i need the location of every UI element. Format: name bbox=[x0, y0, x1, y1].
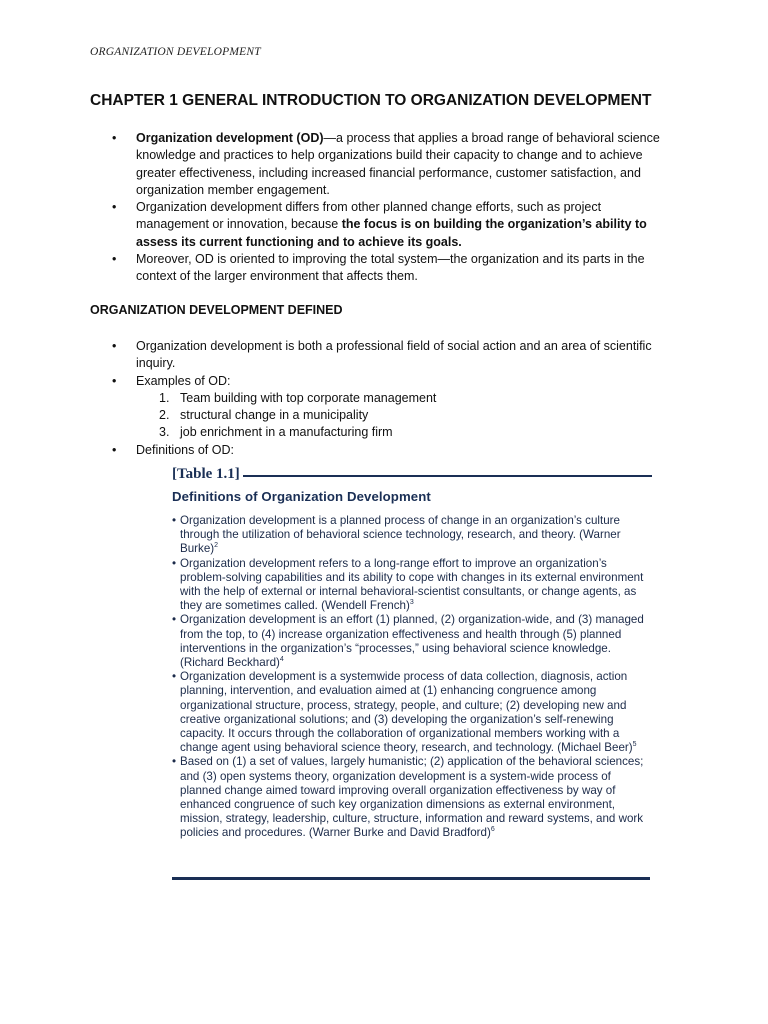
example-item: 1. Team building with top corporate management bbox=[159, 390, 437, 405]
list-item bbox=[0, 130, 768, 199]
od-definition: —a process that applies a broad range of behavioral science knowledge and practices to help organizations build their capacity to change and to achieve greater effectiveness, including increased financial performance, customer satisfaction, and organization member engagement. bbox=[136, 131, 660, 197]
table-label: [Table 1.1] bbox=[172, 466, 240, 482]
list-item bbox=[0, 338, 768, 373]
examples-label: Examples of OD: bbox=[136, 373, 231, 388]
example-item: 3. job enrichment in a manufacturing firm bbox=[159, 425, 393, 440]
intro-bullet-list bbox=[0, 130, 768, 286]
definitions-label: Definitions of OD: bbox=[136, 442, 234, 457]
example-item: 2. structural change in a municipality bbox=[159, 408, 369, 423]
defined-bullet-list bbox=[0, 338, 768, 459]
bullet-marker: • bbox=[112, 339, 117, 353]
bullet-marker: • bbox=[112, 373, 117, 388]
footnote-ref: 5 bbox=[632, 741, 637, 749]
running-header: ORGANIZATION DEVELOPMENT bbox=[90, 46, 261, 58]
definition-item: • Organization development is a planned process of change in an organization’s culture through the utilization of behavioral science technology, research, and theory. (Warner Burke)$^2$ bbox=[172, 514, 621, 556]
list-item bbox=[0, 251, 768, 286]
focus-emphasis: the focus is on building the organization’s ability to assess its current functioning and to achieve its goals. bbox=[136, 217, 647, 249]
total-system-text: Moreover, OD is oriented to improving the total system—the organization and its parts in the context of the larger environment that affects them. bbox=[136, 252, 645, 284]
definitions-list bbox=[172, 514, 652, 841]
field-text: Organization development is both a professional field of social action and an area of scientific inquiry. bbox=[136, 339, 652, 371]
definition-item: • Organization development refers to a long-range effort to improve an organization’s problem-solving capabilities and its ability to cope with changes in its external environment with the help of external or internal behavioral-scientist consultants, or change agents, as they are sometimes called. (Wendell French)$^3$ bbox=[172, 556, 644, 613]
examples-list bbox=[159, 390, 668, 442]
bullet-marker: • bbox=[112, 252, 117, 267]
list-item bbox=[0, 199, 768, 251]
definition-item: • Based on (1) a set of values, largely humanistic; (2) application of the behavioral sciences; and (3) open systems theory, organization development is a system-wide process of planned change aimed toward improving overall organization effectiveness by way of enhanced congruence of such key organization dimensions as external environment, mission, strategy, leadership, culture, structure, information and reward systems, and work policies and procedures. (Warner Burke and David Bradford)$^6$ bbox=[172, 755, 644, 840]
list-item bbox=[0, 373, 768, 442]
footnote-ref: 4 bbox=[279, 656, 284, 664]
table-1-1-figure bbox=[172, 466, 652, 841]
bullet-marker: • bbox=[112, 131, 117, 145]
section-heading: ORGANIZATION DEVELOPMENT DEFINED bbox=[90, 303, 343, 317]
differs-text: Organization development differs from other planned change efforts, such as project management or innovation, because bbox=[136, 200, 602, 232]
chapter-title: CHAPTER 1 GENERAL INTRODUCTION TO ORGANIZATION DEVELOPMENT bbox=[90, 92, 652, 109]
footnote-ref: 3 bbox=[409, 599, 414, 607]
list-item bbox=[0, 442, 768, 459]
footnote-ref: 6 bbox=[490, 826, 495, 834]
definition-item: • Organization development is a systemwide process of data collection, diagnosis, action planning, intervention, and evaluation aimed at (1) enhancing congruence among organizational structure, process, strategy, people, and culture; (2) developing new and creative organizational solutions; and (3) developing the organization’s self-renewing capacity. It occurs through the collaboration of organizational members working with a change agent using behavioral science theory, research, and technology. (Michael Beer)$^5$ bbox=[172, 670, 637, 755]
definition-item: • Organization development is an effort (1) planned, (2) organization-wide, and (3) managed from the top, to (4) increase organization effectiveness and health through (5) planned interventions in the organization’s “processes,” using behavioral science knowledge. (Richard Beckhard)$^4$ bbox=[172, 613, 644, 670]
table-title: Definitions of Organization Development bbox=[172, 489, 431, 504]
footnote-ref: 2 bbox=[214, 542, 219, 550]
table-bottom-rule bbox=[172, 877, 650, 880]
bullet-marker: • bbox=[112, 200, 117, 215]
od-term: Organization development (OD) bbox=[136, 131, 324, 145]
table-top-rule bbox=[243, 475, 652, 477]
bullet-marker: • bbox=[112, 442, 117, 457]
